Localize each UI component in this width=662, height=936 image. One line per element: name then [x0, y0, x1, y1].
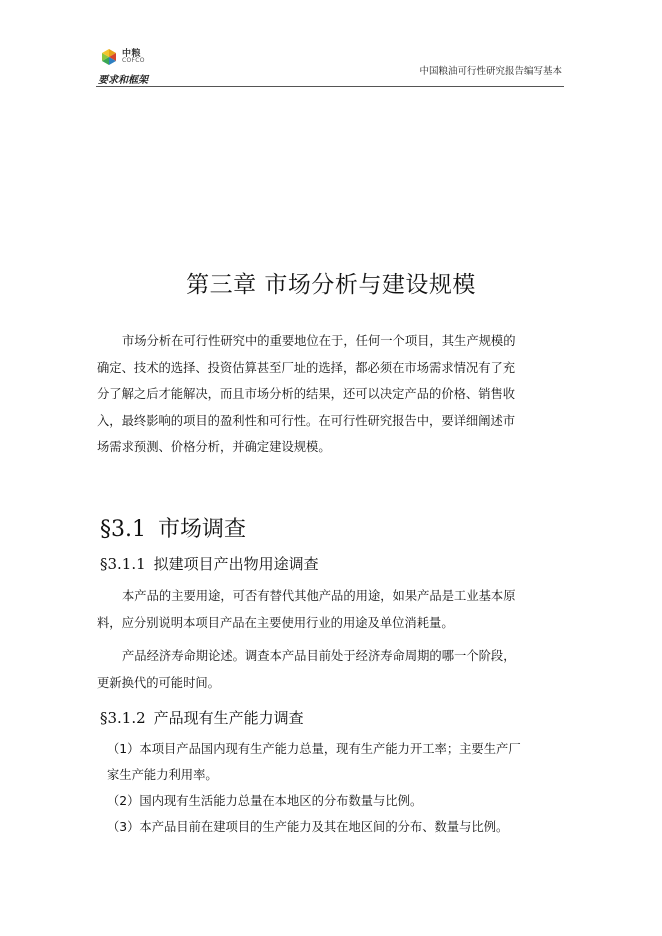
logo-chinese-text: 中粮 — [122, 49, 142, 59]
intro-line-2: 确定、技术的选择、投资估算甚至厂址的选择，都必须在市场需求情况有了充 — [97, 360, 516, 375]
subsection-heading-3-1-2 — [100, 707, 304, 728]
list-item-2 — [107, 788, 567, 814]
intro-line-1: 市场分析在可行性研究中的重要地位在于，任何一个项目，其生产规模的 — [122, 334, 516, 348]
para2-line-2: 更新换代的可能时间。 — [97, 675, 220, 690]
subsection-heading-3-1-1 — [100, 553, 319, 574]
subsection-3-1-1-paragraph-2 — [97, 643, 567, 696]
section-number: §3.1 — [100, 517, 146, 542]
page-header — [96, 44, 564, 87]
subsection-3-1-1-paragraph-1 — [97, 583, 567, 636]
intro-line-5: 场需求预测、价格分析，并确定建设规模。 — [97, 440, 331, 454]
list-item-1-line-1: （1）本项目产品国内现有生产能力总量，现有生产能力开工率；主要生产厂 — [107, 742, 521, 756]
section-heading-3-1 — [100, 512, 246, 543]
list-item-2-line-1: （2）国内现有生活能力总量在本地区的分布数量与比例。 — [107, 794, 423, 808]
header-left-text: 要求和框架 — [98, 75, 148, 86]
subsection-number: §3.1.2 — [100, 709, 146, 727]
subsection-title-text: 产品现有生产能力调查 — [153, 709, 304, 727]
intro-line-3: 分了解之后才能解决，而且市场分析的结果，还可以决定产品的价格、销售收 — [97, 387, 516, 401]
list-item-3-line-1: （3）本产品目前在建项目的生产能力及其在地区间的分布、数量与比例。 — [107, 820, 509, 834]
list-item-1-line-2: 家生产能力利用率。 — [107, 768, 218, 782]
chapter-intro-paragraph — [97, 328, 567, 461]
para1-line-1: 本产品的主要用途，可否有替代其他产品的用途，如果产品是工业基本原 — [122, 589, 516, 603]
subsection-title-text: 拟建项目产出物用途调查 — [153, 555, 319, 573]
intro-line-4: 入，最终影响的项目的盈利性和可行性。在可行性研究报告中，要详细阐述市 — [97, 413, 516, 428]
logo-english-text: COFCO — [122, 57, 145, 64]
cofco-logo — [100, 44, 162, 74]
header-right-text: 中国粮油可行性研究报告编写基本 — [419, 66, 562, 77]
chapter-title: 第三章 市场分析与建设规模 — [186, 272, 476, 298]
list-item-3 — [107, 814, 567, 840]
list-item-1 — [107, 736, 567, 788]
para2-line-1: 产品经济寿命期论述。调查本产品目前处于经济寿命周期的哪一个阶段， — [122, 649, 516, 663]
section-title-text: 市场调查 — [158, 517, 247, 542]
subsection-number: §3.1.1 — [100, 555, 146, 573]
para1-line-2: 料，应分别说明本项目产品在主要使用行业的用途及单位消耗量。 — [97, 615, 454, 630]
cofco-logo-mark-icon — [100, 48, 118, 66]
